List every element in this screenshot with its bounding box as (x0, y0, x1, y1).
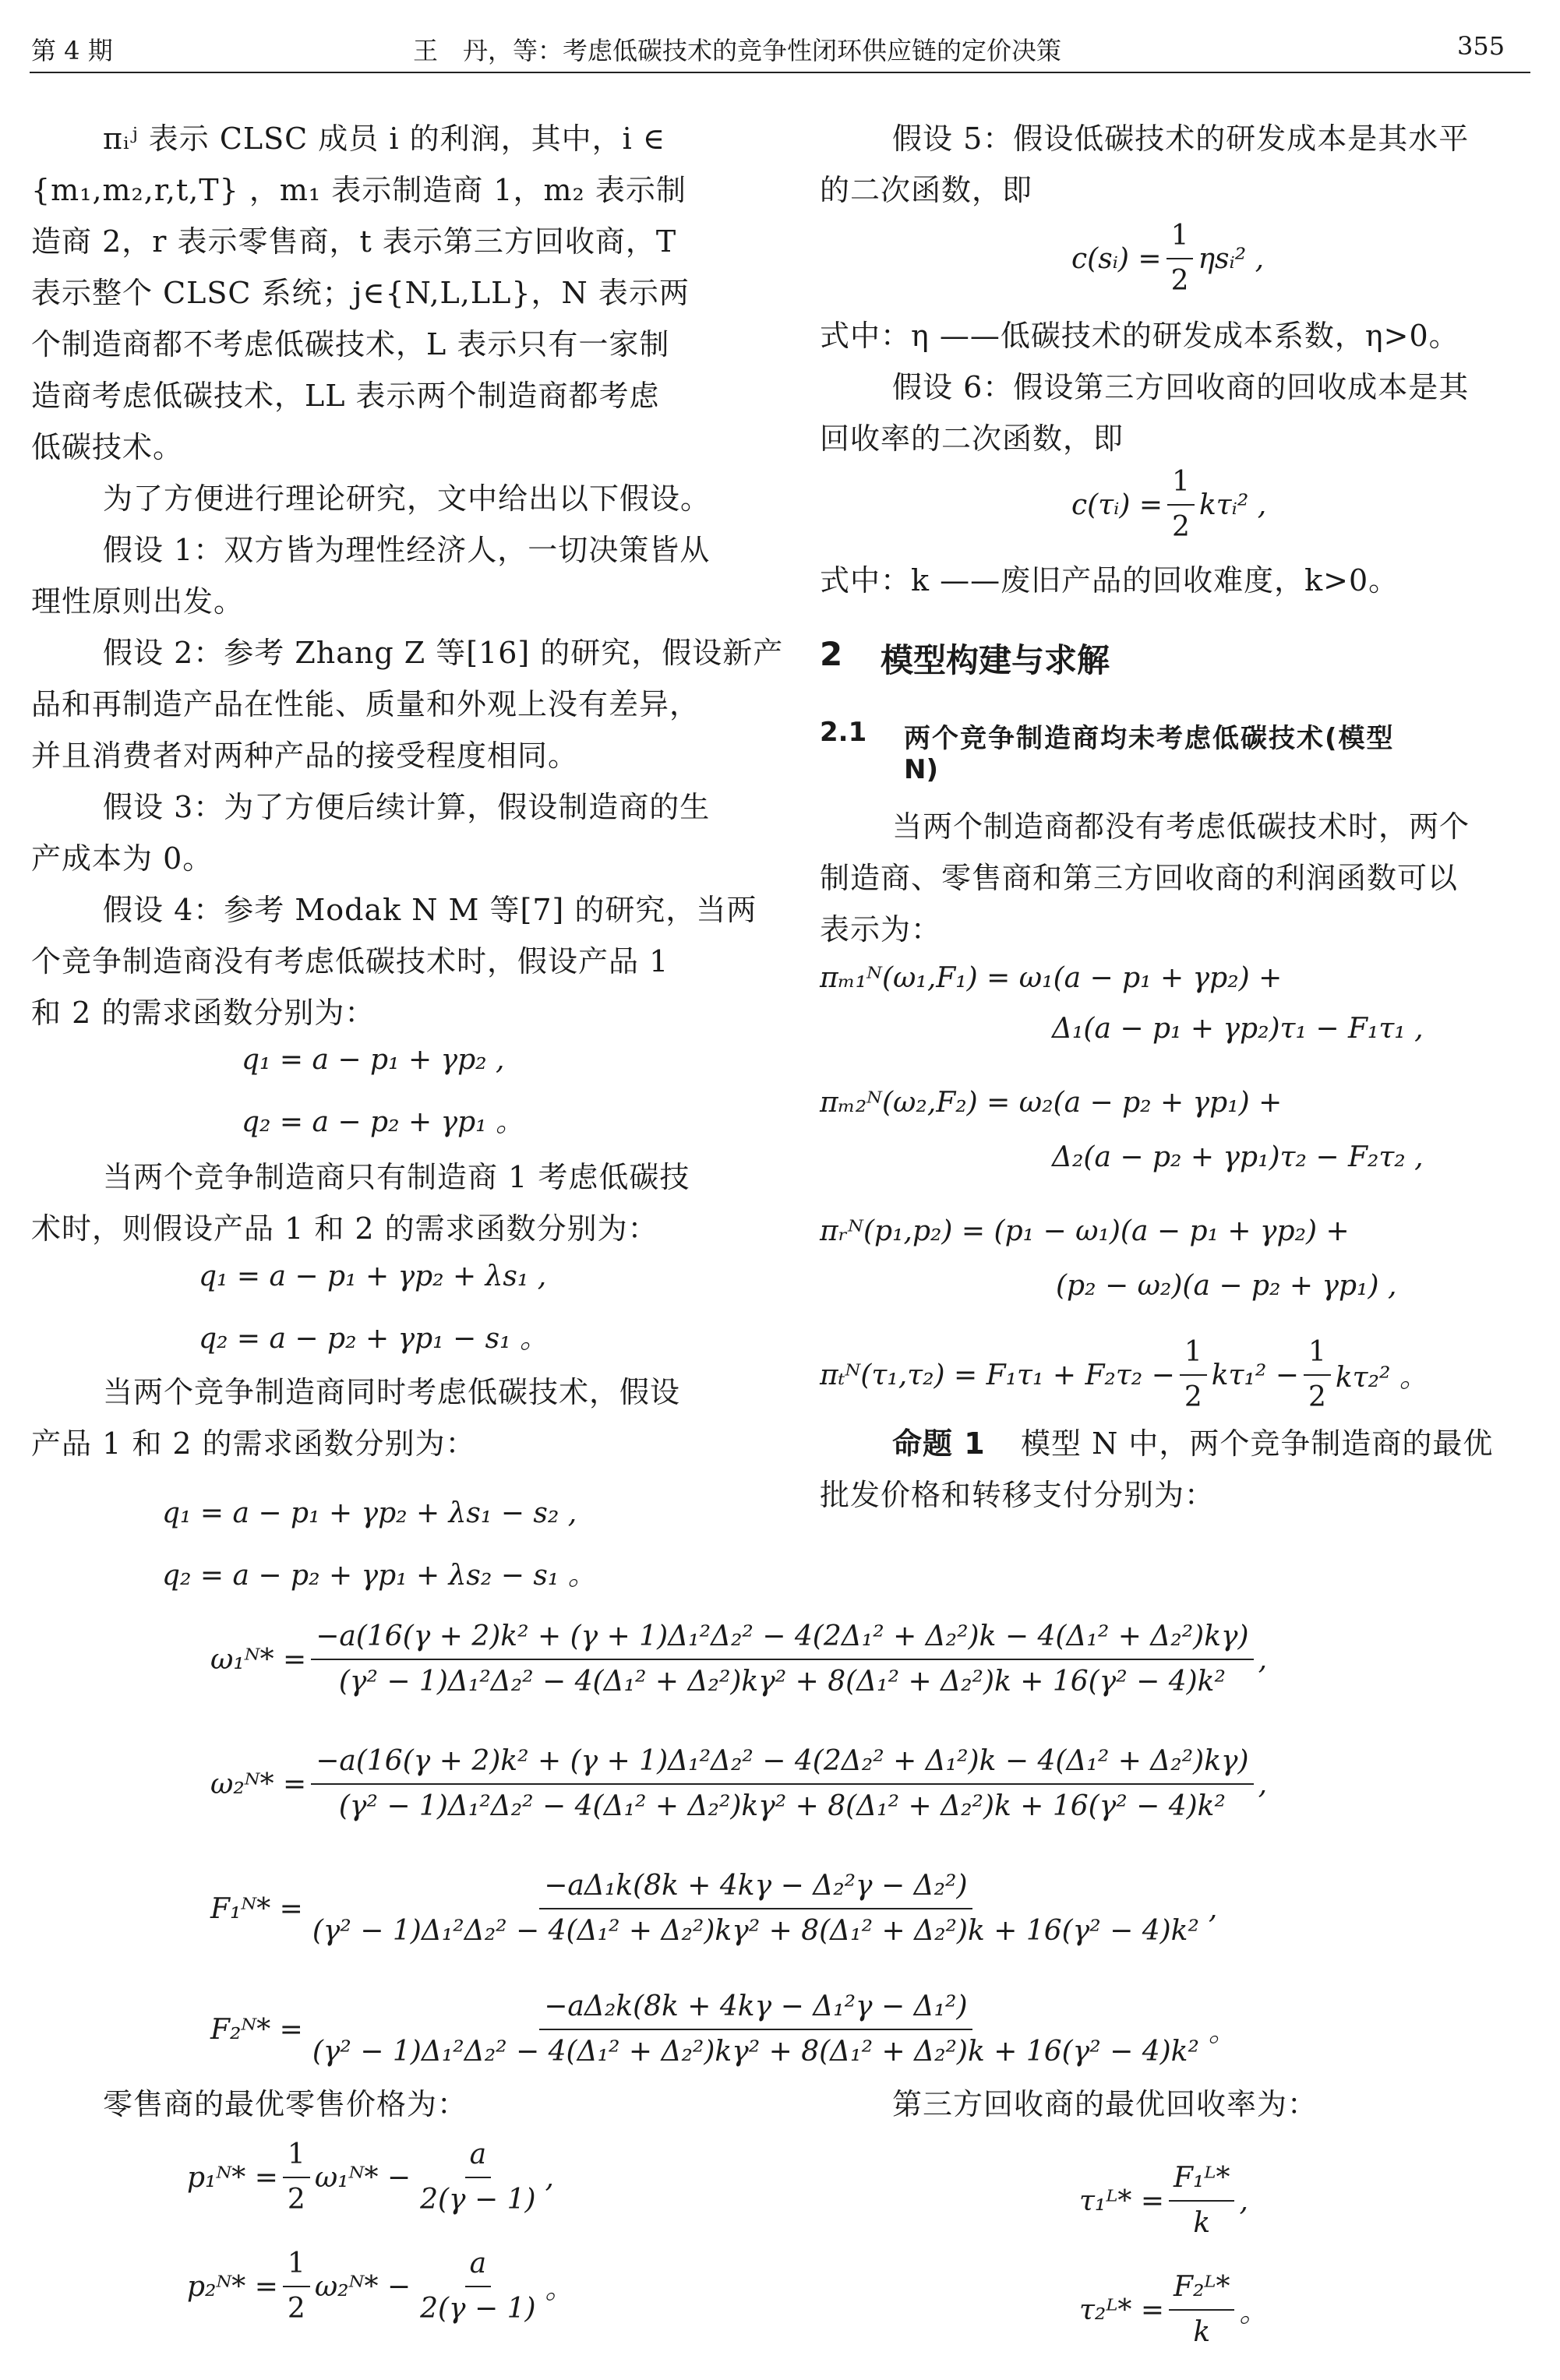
equation-f1: F₁ᴺ* = −aΔ₁k(8k + 4kγ − Δ₂²γ − Δ₂²) (γ² − 1)Δ₁²Δ₂² − 4(Δ₁² + Δ₂²)kγ² + 8(Δ₁² + Δ₂²)k + 16(γ² − 4)k² , (210, 1862, 1217, 1955)
text-line: 零售商的最优零售价格为： (103, 2087, 468, 2121)
equation-profit-m1: πₘ₁ᴺ(ω₁,F₁) = ω₁(a − p₁ + γp₂) + (820, 962, 1283, 994)
text-line: 制造商、零售商和第三方回收商的利润函数可以 (820, 861, 1459, 895)
subsection-number: 2.1 (820, 717, 867, 748)
equation-profit-collector: πₜᴺ(τ₁,τ₂) = F₁τ₁ + F₂τ₂ − $\frac{1}{2}$ kτ₁² − $\frac{1}{2}$ kτ₂² 。 (820, 1336, 1428, 1414)
text-line: 假设 6：假设第三方回收商的回收成本是其 (892, 370, 1470, 404)
text-line: 当两个制造商都没有考虑低碳技术时，两个 (892, 809, 1470, 844)
text-line: 当两个竞争制造商同时考虑低碳技术，假设 (103, 1375, 681, 1409)
text-line: 个制造商都不考虑低碳技术，L 表示只有一家制 (31, 327, 670, 361)
text-line: 假设 4：参考 Modak N M 等[7] 的研究，当两 (103, 893, 757, 927)
equation-q1-ll: q₁ = a − p₁ + γp₂ + λs₁ − s₂ , (162, 1497, 577, 1529)
fraction: $\frac{\text{F₂ᴸ*}}{k}$ (1169, 2269, 1234, 2351)
text-line: 和 2 的需求函数分别为： (31, 996, 376, 1030)
subsection-title: 两个竞争制造商均未考虑低碳技术(模型 (904, 723, 1395, 754)
text-line: 假设 3：为了方便后续计算，假设制造商的生 (103, 790, 711, 824)
text-line: 术时，则假设产品 1 和 2 的需求函数分别为： (31, 1211, 658, 1246)
equation-tau2: τ₂ᴸ* = $\frac{\text{F₂ᴸ*}}{k}$ 。 (1079, 2267, 1268, 2353)
header-rule (30, 72, 1530, 73)
equation-profit-m2-cont: Δ₂(a − p₂ + γp₁)τ₂ − F₂τ₂ , (1052, 1141, 1424, 1173)
text-line: 并且消费者对两种产品的接受程度相同。 (31, 739, 579, 773)
fraction-half: $\frac{1}{2}$ (1167, 464, 1195, 546)
page-number: 355 (1457, 31, 1505, 61)
eq-lhs: c(sᵢ) = (1071, 242, 1162, 275)
fraction: −aΔ₂k(8k + 4kγ − Δ₁²γ − Δ₁²) (γ² − 1)Δ₁²Δ₂² − 4(Δ₁² + Δ₂²)kγ² + 8(Δ₁² + Δ₂²)k + 16(γ² − 4)k² (308, 1988, 1204, 2071)
fraction-half: $\frac{1}{2}$ (1304, 1334, 1331, 1416)
text-line: 低碳技术。 (31, 430, 184, 464)
text-line: {m₁,m₂,r,t,T} ，m₁ 表示制造商 1，m₂ 表示制 (31, 173, 686, 207)
equation-q1-n: q₁ = a − p₁ + γp₂ , (242, 1044, 505, 1076)
fraction: −a(16(γ + 2)k² + (γ + 1)Δ₁²Δ₂² − 4(2Δ₁² + Δ₂²)k − 4(Δ₁² + Δ₂²)kγ) (γ² − 1)Δ₁²Δ₂² − 4(Δ₁² + Δ₂²)kγ² + 8(Δ₁² + Δ₂²)k + 16(γ² − 4)k² (311, 1618, 1253, 1701)
text-line: 理性原则出发。 (31, 584, 245, 619)
equation-tau1: τ₁ᴸ* = $\frac{\text{F₁ᴸ*}}{k}$ , (1079, 2158, 1248, 2244)
text-line: 式中：η ——低碳技术的研发成本系数，η>0。 (820, 319, 1459, 353)
equation-p1: p₁ᴺ* = $\frac{1}{2}$ ω₁ᴺ* − $\frac{a}{2(\gamma - 1)}$ , (187, 2135, 554, 2220)
text-line: 式中：k ——废旧产品的回收难度，k>0。 (820, 563, 1399, 598)
fraction: $\frac{a}{2(\gamma - 1)}$ (415, 2136, 540, 2219)
fraction: $\frac{a}{2(\gamma - 1)}$ (415, 2245, 540, 2328)
issue-number: 第 4 期 (31, 36, 113, 65)
text-line: 造商考虑低碳技术，LL 表示两个制造商都考虑 (31, 379, 660, 413)
text-line: 第三方回收商的最优回收率为： (892, 2087, 1318, 2121)
text-line: 个竞争制造商没有考虑低碳技术时，假设产品 1 (31, 944, 669, 978)
equation-profit-m1-cont: Δ₁(a − p₁ + γp₂)τ₁ − F₁τ₁ , (1052, 1013, 1424, 1045)
fraction: −a(16(γ + 2)k² + (γ + 1)Δ₁²Δ₂² − 4(2Δ₂² + Δ₁²)k − 4(Δ₁² + Δ₂²)kγ) (γ² − 1)Δ₁²Δ₂² − 4(Δ₁² + Δ₂²)kγ² + 8(Δ₁² + Δ₂²)k + 16(γ² − 4)k² (311, 1743, 1253, 1825)
equation-profit-retailer-cont: (p₂ − ω₂)(a − p₂ + γp₁) , (1056, 1270, 1397, 1302)
text-line: 模型 N 中，两个竞争制造商的最优 (1021, 1426, 1494, 1461)
equation-omega1: ω₁ᴺ* = −a(16(γ + 2)k² + (γ + 1)Δ₁²Δ₂² − 4(2Δ₁² + Δ₂²)k − 4(Δ₁² + Δ₂²)kγ) (γ² − 1)Δ₁²Δ₂² − 4(Δ₁² + Δ₂²)kγ² + 8(Δ₁² + Δ₂²)k + 16(γ² − 4)k² , (210, 1613, 1267, 1706)
equation-p2: p₂ᴺ* = $\frac{1}{2}$ ω₂ᴺ* − $\frac{a}{2(\gamma - 1)}$ 。 (187, 2244, 574, 2329)
fraction: −aΔ₁k(8k + 4kγ − Δ₂²γ − Δ₂²) (γ² − 1)Δ₁²Δ₂² − 4(Δ₁² + Δ₂²)kγ² + 8(Δ₁² + Δ₂²)k + 16(γ² − 4)k² (308, 1867, 1204, 1950)
text-line: 当两个竞争制造商只有制造商 1 考虑低碳技 (103, 1160, 690, 1194)
text-line: 表示为： (820, 912, 942, 947)
text-line: 为了方便进行理论研究，文中给出以下假设。 (103, 481, 711, 516)
eq-lhs: c(τᵢ) = (1071, 488, 1163, 521)
section-title: 模型构建与求解 (881, 641, 1110, 679)
subsection-title: N) (904, 754, 938, 785)
fraction-half: $\frac{1}{2}$ (1166, 217, 1194, 300)
text-line: 品和再制造产品在性能、质量和外观上没有差异， (31, 687, 701, 721)
section-number: 2 (820, 635, 843, 673)
running-title: 王 丹，等：考虑低碳技术的竞争性闭环供应链的定价决策 (413, 36, 1062, 65)
equation-profit-m2: πₘ₂ᴺ(ω₂,F₂) = ω₂(a − p₂ + γp₁) + (820, 1087, 1283, 1119)
text-line: 表示整个 CLSC 系统；j∈{N,L,LL}，N 表示两 (31, 276, 690, 310)
equation-q1-l: q₁ = a − p₁ + γp₂ + λs₁ , (199, 1261, 547, 1292)
text-line: 造商 2，r 表示零售商，t 表示第三方回收商，T (31, 224, 677, 259)
text-line: 批发价格和转移支付分别为： (820, 1478, 1216, 1512)
fraction-half: $\frac{1}{2}$ (1180, 1334, 1207, 1416)
text-line: 回收率的二次函数，即 (820, 421, 1124, 456)
equation-cost-t (1071, 466, 1266, 544)
text-line: 假设 1：双方皆为理性经济人，一切决策皆从 (103, 533, 711, 567)
equation-q2-n: q₂ = a − p₂ + γp₁ 。 (242, 1106, 524, 1138)
text-line: 产成本为 0。 (31, 841, 214, 876)
fraction: $\frac{\text{F₁ᴸ*}}{k}$ (1169, 2160, 1234, 2242)
fraction-half: $\frac{1}{2}$ (283, 2245, 310, 2328)
equation-f2: F₂ᴺ* = −aΔ₂k(8k + 4kγ − Δ₁²γ − Δ₁²) (γ² − 1)Δ₁²Δ₂² − 4(Δ₁² + Δ₂²)kγ² + 8(Δ₁² + Δ₂²)k + 16(γ² − 4)k² 。 (210, 1983, 1237, 2076)
text-line: 假设 5：假设低碳技术的研发成本是其水平 (892, 122, 1470, 156)
text-line: 产品 1 和 2 的需求函数分别为： (31, 1426, 476, 1461)
equation-cost-s (1071, 220, 1264, 298)
text-line: 假设 2：参考 Zhang Z 等[16] 的研究，假设新产 (103, 636, 784, 670)
text-line: πᵢʲ 表示 CLSC 成员 i 的利润，其中，i ∈ (103, 122, 665, 156)
equation-omega2: ω₂ᴺ* = −a(16(γ + 2)k² + (γ + 1)Δ₁²Δ₂² − 4(2Δ₂² + Δ₁²)k − 4(Δ₁² + Δ₂²)kγ) (γ² − 1)Δ₁²Δ₂² − 4(Δ₁² + Δ₂²)kγ² + 8(Δ₁² + Δ₂²)k + 16(γ² − 4)k² , (210, 1737, 1267, 1831)
equation-q2-l: q₂ = a − p₂ + γp₁ − s₁ 。 (199, 1323, 548, 1355)
text-line: 的二次函数，即 (820, 173, 1033, 207)
eq-rhs: ηsᵢ² , (1198, 242, 1265, 275)
eq-rhs: kτᵢ² , (1198, 488, 1267, 521)
equation-profit-retailer: πᵣᴺ(p₁,p₂) = (p₁ − ω₁)(a − p₁ + γp₂) + (820, 1215, 1350, 1247)
proposition-label: 命题 1 (892, 1426, 986, 1461)
equation-q2-ll: q₂ = a − p₂ + γp₁ + λs₂ − s₁ 。 (162, 1560, 596, 1592)
fraction-half: $\frac{1}{2}$ (283, 2136, 310, 2219)
